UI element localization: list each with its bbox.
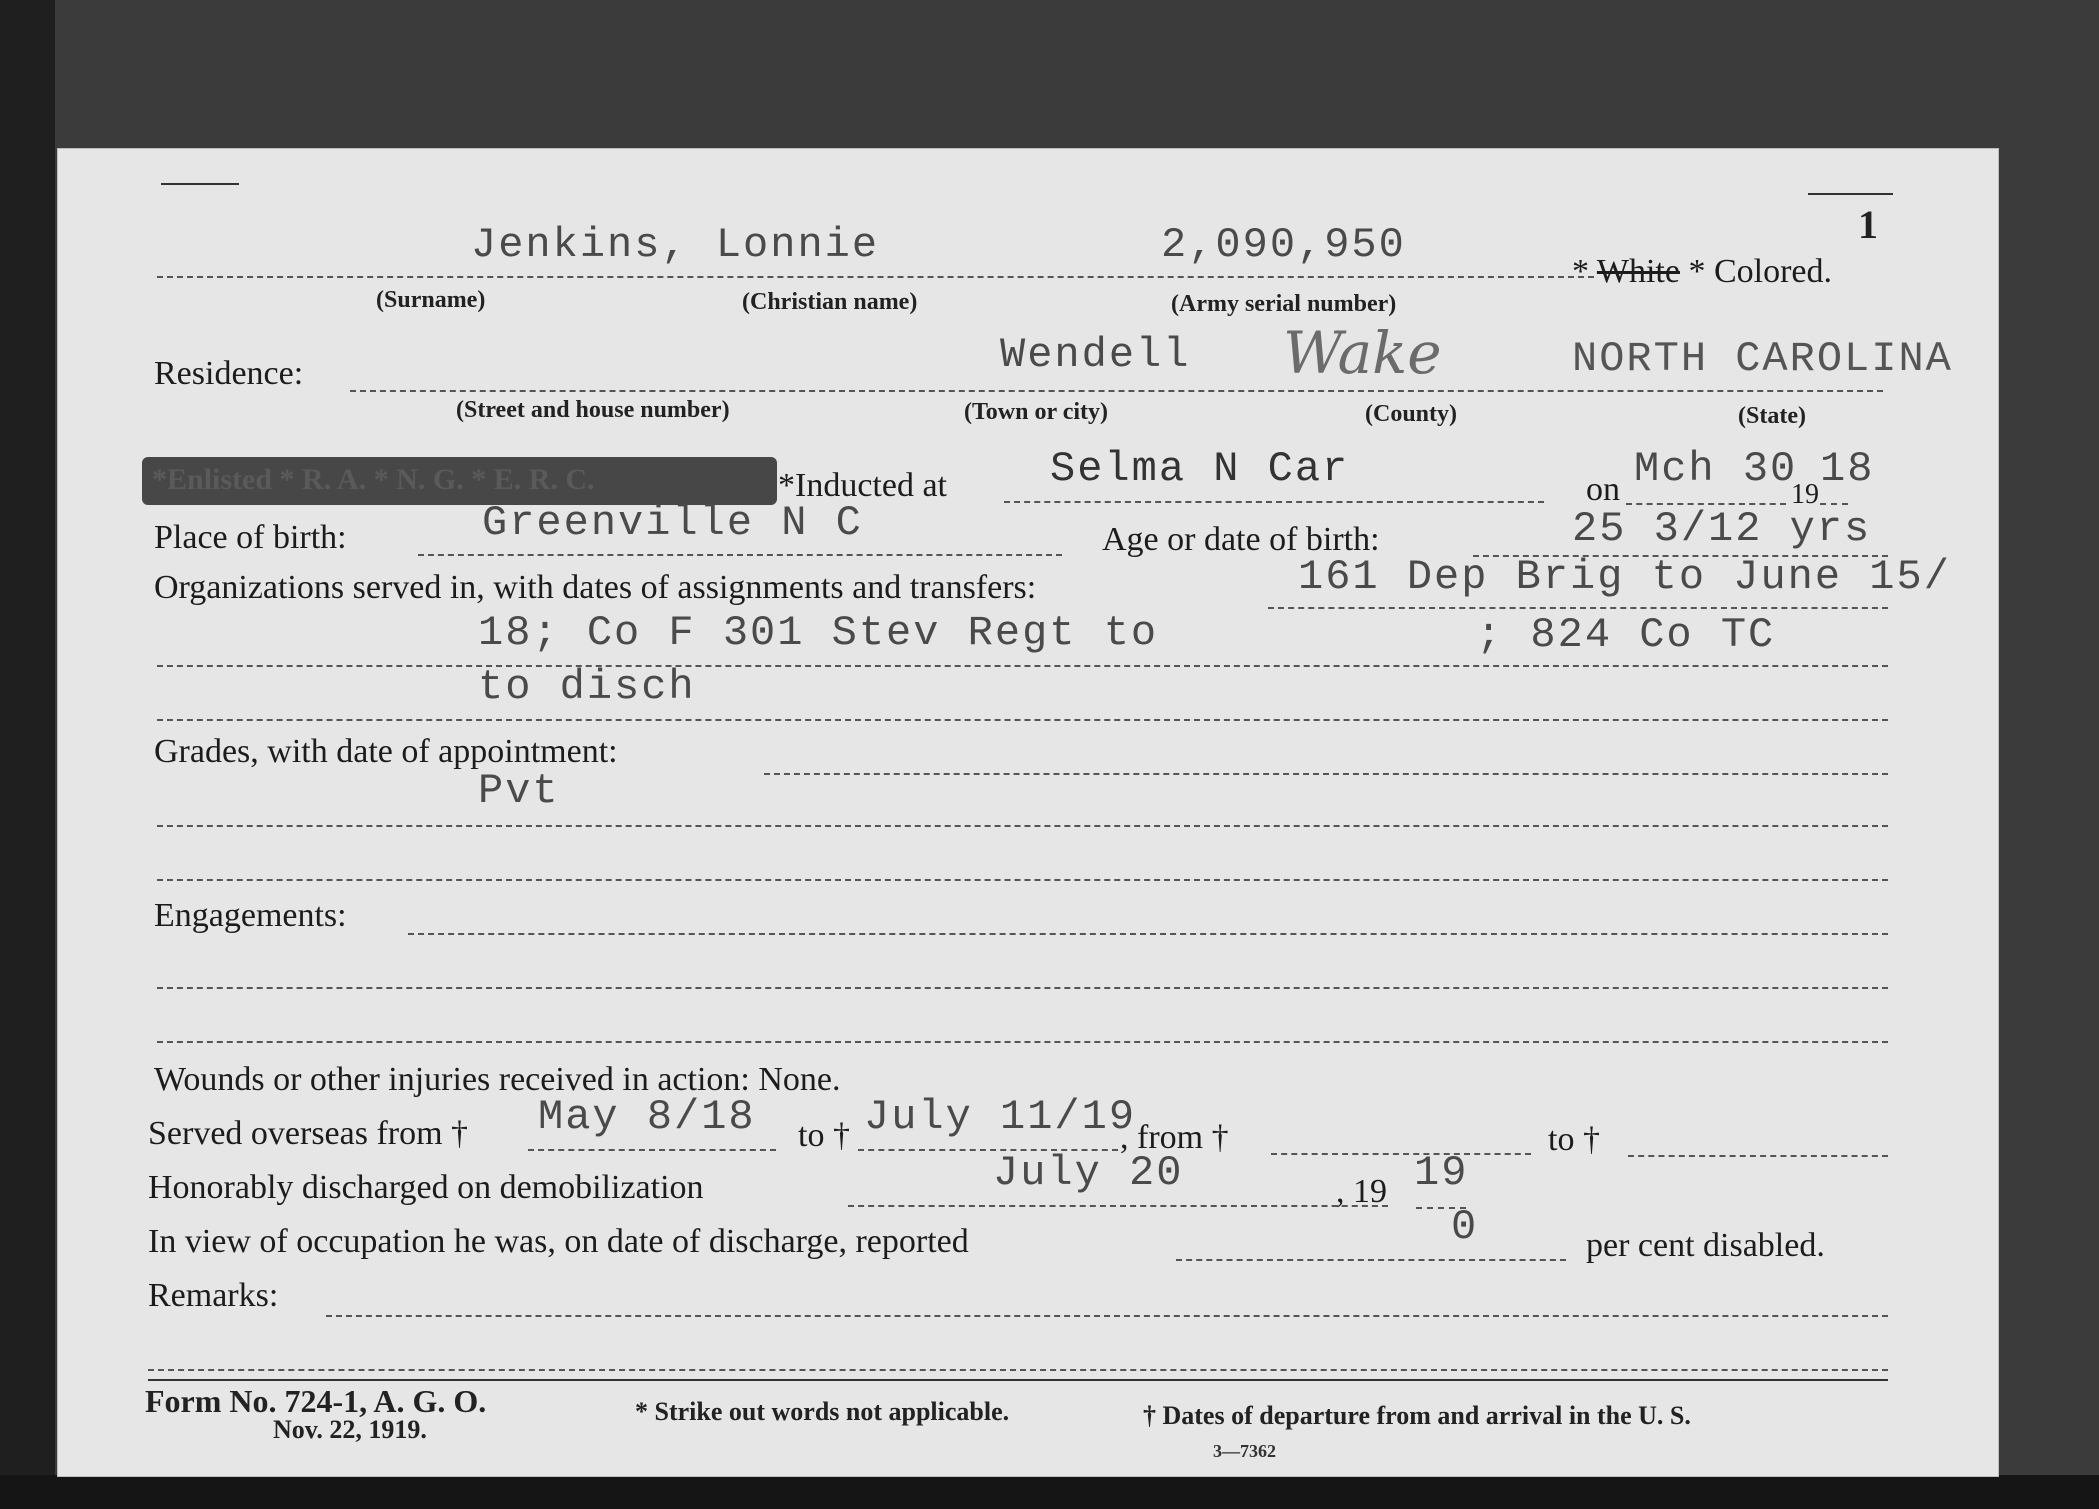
disability-line <box>1176 1259 1566 1261</box>
organizations-line-3 <box>157 719 1888 721</box>
top-left-rule <box>161 183 239 185</box>
organizations-value-line-1: 161 Dep Brig to June 15/ <box>1298 553 1951 601</box>
remarks-label: Remarks: <box>148 1277 279 1314</box>
place-of-birth-value: Greenville N C <box>482 499 863 547</box>
scanner-background-edge <box>0 0 55 1509</box>
disability-suffix: per cent disabled. <box>1586 1227 1825 1264</box>
surname-caption: (Surname) <box>376 287 486 313</box>
town-caption: (Town or city) <box>964 399 1108 425</box>
serial-number-value: 2,090,950 <box>1161 221 1406 269</box>
engagements-line-3 <box>157 1041 1888 1043</box>
wounds-value: None. <box>758 1061 841 1098</box>
redacted-text: *Enlisted * R. A. * N. G. * E. R. C. <box>152 463 595 496</box>
overseas-to2-label: to † <box>1548 1121 1600 1158</box>
print-code: 3—7362 <box>1213 1441 1276 1461</box>
age-label: Age or date of birth: <box>1102 521 1380 558</box>
residence-county-value: Wake <box>1283 319 1442 387</box>
residence-state-value: NORTH CAROLINA <box>1572 335 1953 383</box>
discharge-year-prefix: , 19 <box>1336 1173 1387 1210</box>
grades-line-1 <box>764 773 1888 775</box>
county-caption: (County) <box>1365 401 1458 427</box>
strike-out-note: * Strike out words not applicable. <box>635 1397 1010 1426</box>
name-line <box>157 276 1594 278</box>
organizations-value-line-2a: 18; Co F 301 Stev Regt to <box>478 609 1159 657</box>
residence-line <box>350 390 1883 392</box>
top-right-rule <box>1808 193 1893 195</box>
organizations-line-1 <box>1268 607 1888 609</box>
age-value: 25 3/12 yrs <box>1572 505 1872 553</box>
engagements-line-2 <box>157 987 1888 989</box>
service-record-card <box>57 148 1999 1477</box>
inducted-on-label: on <box>1586 471 1620 508</box>
race-white-struck: White <box>1596 253 1680 290</box>
scanner-background-bottom <box>0 1475 2099 1509</box>
overseas-from2-label: , from † <box>1120 1119 1229 1156</box>
footer-rule <box>148 1379 1888 1381</box>
disability-value: 0 <box>1451 1203 1479 1251</box>
form-date: Nov. 22, 1919. <box>273 1415 427 1444</box>
overseas-to-label: to † <box>798 1117 850 1154</box>
race-field: * White * Colored. <box>1572 253 1833 290</box>
place-of-birth-label: Place of birth: <box>154 519 347 556</box>
inducted-date-value: Mch 30 <box>1634 445 1798 493</box>
street-caption: (Street and house number) <box>456 397 730 423</box>
discharge-date-line <box>848 1205 1388 1207</box>
race-colored: Colored. <box>1713 253 1833 290</box>
discharge-label: Honorably discharged on demobilization <box>148 1169 704 1206</box>
discharge-year-value: 19 <box>1414 1149 1469 1197</box>
disability-label: In view of occupation he was, on date of discharge, reported <box>148 1223 969 1260</box>
inducted-at-value: Selma N Car <box>1050 445 1350 493</box>
engagements-line-1 <box>408 933 1888 935</box>
grades-value: Pvt <box>478 767 560 815</box>
inducted-at-label: *Inducted at <box>778 467 947 504</box>
wounds-label: Wounds or other injuries received in action: <box>154 1061 750 1098</box>
overseas-to-value: July 11/19 <box>864 1093 1137 1141</box>
organizations-label: Organizations served in, with dates of assignments and transfers: <box>154 569 1037 606</box>
overseas-from2-line <box>1271 1153 1531 1155</box>
engagements-label: Engagements: <box>154 897 347 934</box>
remarks-line-1 <box>326 1315 1888 1317</box>
overseas-from-value: May 8/18 <box>538 1093 756 1141</box>
grades-line-3 <box>157 879 1888 881</box>
residence-label: Residence: <box>154 355 304 392</box>
redacted-enlistment-type <box>142 457 777 505</box>
inducted-at-line <box>1004 501 1544 503</box>
form-number: Form No. 724-1, A. G. O. <box>145 1383 487 1419</box>
overseas-dates-note: † Dates of departure from and arrival in the U. S. <box>1143 1401 1691 1430</box>
grades-label: Grades, with date of appointment: <box>154 733 618 770</box>
overseas-label: Served overseas from † <box>148 1115 469 1152</box>
christian-name-caption: (Christian name) <box>742 289 918 315</box>
residence-town-value: Wendell <box>1000 331 1191 379</box>
inducted-year-prefix: 19 <box>1791 479 1819 510</box>
overseas-to2-line <box>1628 1155 1888 1157</box>
serial-caption: (Army serial number) <box>1171 291 1397 317</box>
state-caption: (State) <box>1738 403 1806 429</box>
inducted-year-value: 18 <box>1820 445 1875 493</box>
place-of-birth-line <box>418 554 1062 556</box>
discharge-date-value: July 20 <box>993 1149 1184 1197</box>
card-number: 1 <box>1858 202 1878 247</box>
remarks-line-2 <box>148 1369 1888 1371</box>
grades-line-2 <box>157 825 1888 827</box>
organizations-value-line-3: to disch <box>478 663 696 711</box>
overseas-from-line <box>528 1149 776 1151</box>
name-value: Jenkins, Lonnie <box>471 221 880 269</box>
organizations-value-line-2b: ; 824 Co TC <box>1476 611 1776 659</box>
organizations-line-2 <box>157 665 1888 667</box>
